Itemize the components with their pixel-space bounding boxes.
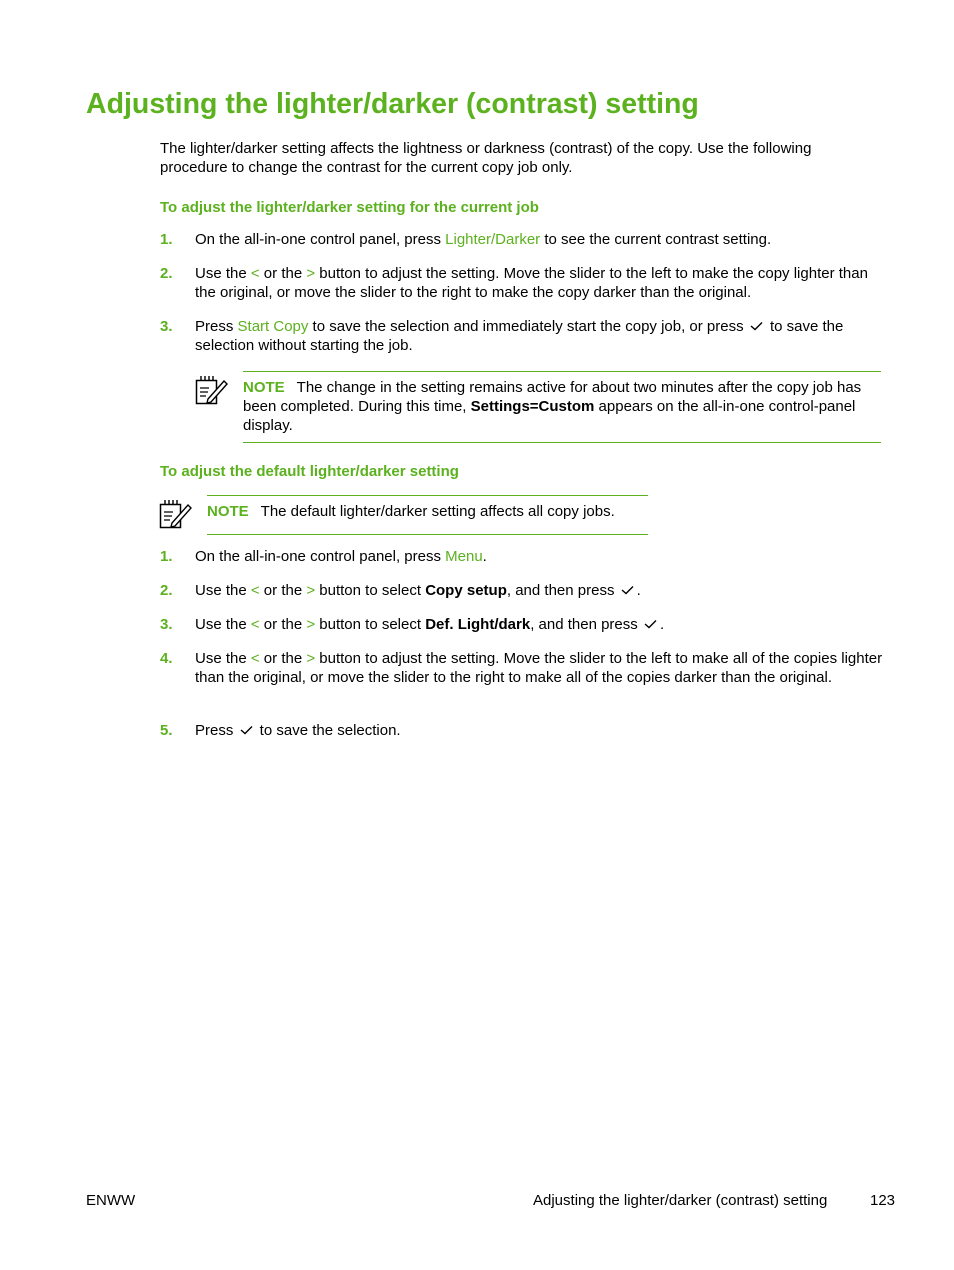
- step-text: On the all-in-one control panel, press: [195, 548, 446, 565]
- footer-section-title: Adjusting the lighter/darker (contrast) setting: [533, 1192, 828, 1209]
- checkmark-icon: [240, 725, 253, 735]
- settings-custom-text: Settings=Custom: [470, 398, 595, 415]
- step-text: Press: [195, 318, 238, 335]
- list-item: [160, 649, 885, 687]
- note-icon: [194, 372, 228, 406]
- step-text: button to select: [315, 616, 426, 633]
- section-heading-default: To adjust the default lighter/darker setting: [160, 463, 459, 480]
- def-light-dark-text: Def. Light/dark: [425, 616, 531, 633]
- list-item: [160, 721, 885, 740]
- menu-button-ref: Menu: [445, 548, 483, 565]
- step-text: button to adjust the setting. Move the slider to the left to make all of the copies lighter than the original, or move the slider to the right to make all of the copies darker than the original.: [195, 650, 883, 686]
- step-text: or the: [259, 582, 307, 599]
- step-number: 3.: [160, 318, 173, 335]
- step-text: to save the selection and immediately start the copy job, or press: [308, 318, 748, 335]
- step-text: .: [659, 616, 665, 633]
- right-arrow-button-ref: >: [306, 616, 316, 633]
- footer-left: ENWW: [86, 1192, 136, 1209]
- step-text: Use the: [195, 650, 251, 667]
- list-item: [160, 615, 885, 634]
- lighter-darker-button-ref: Lighter/Darker: [445, 231, 541, 248]
- step-text: .: [636, 582, 641, 599]
- list-item: [160, 264, 885, 302]
- left-arrow-button-ref: <: [250, 582, 260, 599]
- step-text: Use the: [195, 616, 251, 633]
- start-copy-button-ref: Start Copy: [237, 318, 309, 335]
- checkmark-icon: [644, 619, 657, 629]
- step-text: .: [482, 548, 487, 565]
- step-number: 3.: [160, 616, 173, 633]
- right-arrow-button-ref: >: [306, 582, 316, 599]
- note-text: The default lighter/darker setting affects all copy jobs.: [260, 503, 615, 520]
- step-number: 4.: [160, 650, 173, 667]
- list-item: [160, 317, 885, 355]
- list-item: [160, 230, 885, 249]
- step-text: or the: [259, 265, 307, 282]
- left-arrow-button-ref: <: [250, 265, 260, 282]
- intro-paragraph: The lighter/darker setting affects the lightness or darkness (contrast) of the copy. Use the following procedure to change the contrast for the current copy job only.: [160, 140, 812, 176]
- step-text: , and then press: [506, 582, 619, 599]
- page-title: Adjusting the lighter/darker (contrast) setting: [86, 88, 699, 120]
- step-number: 2.: [160, 265, 173, 282]
- step-text: to see the current contrast setting.: [540, 231, 772, 248]
- note-box-default: [207, 495, 648, 535]
- step-number: 5.: [160, 722, 173, 739]
- step-text: button to adjust the setting. Move the slider to the left to make the copy lighter than the original, or move the slider to the right to make the copy darker than the original.: [195, 265, 868, 301]
- note-text: The change in the setting remains active for about two minutes after the copy job has been completed. During this time,: [243, 379, 862, 415]
- right-arrow-button-ref: >: [306, 650, 316, 667]
- step-text: Use the: [195, 582, 251, 599]
- copy-setup-text: Copy setup: [425, 582, 507, 599]
- section-heading-current-job: To adjust the lighter/darker setting for the current job: [160, 199, 539, 216]
- step-number: 1.: [160, 231, 173, 248]
- page-number: 123: [870, 1192, 896, 1209]
- left-arrow-button-ref: <: [250, 616, 260, 633]
- right-arrow-button-ref: >: [306, 265, 316, 282]
- note-icon: [158, 496, 192, 530]
- step-text: On the all-in-one control panel, press: [195, 231, 446, 248]
- note-box-current-job: [243, 371, 881, 443]
- checkmark-icon: [621, 585, 634, 595]
- note-label: NOTE: [243, 379, 285, 396]
- step-text: or the: [259, 616, 307, 633]
- step-text: Press: [195, 722, 238, 739]
- step-number: 1.: [160, 548, 173, 565]
- list-item: [160, 581, 885, 600]
- step-text: , and then press: [530, 616, 642, 633]
- step-text: button to select: [315, 582, 426, 599]
- step-text: or the: [259, 650, 307, 667]
- left-arrow-button-ref: <: [250, 650, 260, 667]
- step-text: Use the: [195, 265, 251, 282]
- step-number: 2.: [160, 582, 173, 599]
- list-item: [160, 547, 885, 566]
- checkmark-icon: [750, 321, 763, 331]
- note-text: appears on the all-in-one control-panel display.: [243, 398, 856, 434]
- step-text: to save the selection without starting the job.: [195, 318, 844, 354]
- note-label: NOTE: [207, 503, 249, 520]
- step-text: to save the selection.: [255, 722, 401, 739]
